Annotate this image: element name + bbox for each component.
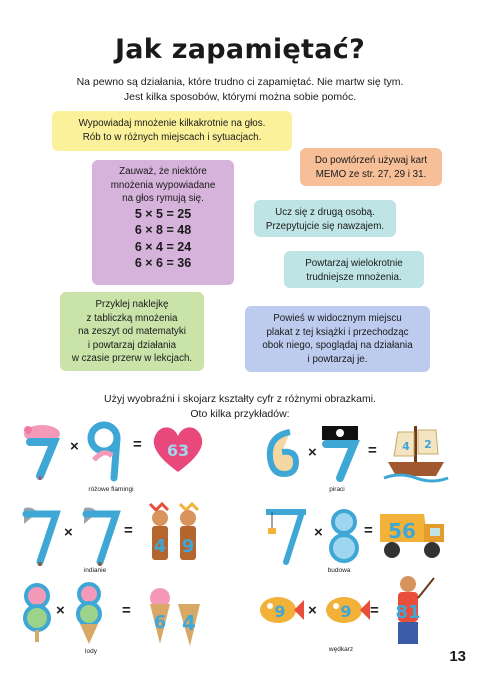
tip-line: w czasie przerw w lekcjach. bbox=[71, 353, 193, 364]
tip-line: na zeszyt od matematyki bbox=[78, 326, 186, 337]
tip-line: i powtarzaj działania bbox=[87, 339, 177, 351]
tip-line: plakat z tej książki i przechodząc bbox=[266, 326, 409, 338]
flamingo-seven-illustration bbox=[18, 420, 68, 480]
tip-repeat-hard bbox=[284, 251, 424, 288]
imagination-text bbox=[60, 392, 420, 422]
svg-text:6: 6 bbox=[153, 612, 167, 633]
tip-line: Ucz się z drugą osobą. bbox=[275, 207, 375, 218]
equals-sign: = bbox=[122, 602, 131, 619]
equals-sign: = bbox=[370, 602, 379, 619]
intro-line-1: Na pewno są działania, które trudno ci zapamiętać. Nie martw się tym. bbox=[76, 76, 404, 88]
times-sign: × bbox=[64, 524, 73, 541]
example-caption: różowe flamingi bbox=[88, 486, 134, 493]
times-sign: × bbox=[308, 602, 317, 619]
tip-line: i powtarzaj je. bbox=[307, 353, 368, 365]
tip-line: obok niego, spoglądaj na działania bbox=[262, 340, 413, 351]
svg-text:63: 63 bbox=[166, 441, 190, 460]
axe-seven-illustration bbox=[78, 504, 122, 566]
svg-text:2: 2 bbox=[424, 438, 432, 451]
equals-sign: = bbox=[133, 436, 142, 453]
tip-line: Rób to w różnych miejscach i sytuacjach. bbox=[82, 131, 262, 143]
equals-sign: = bbox=[124, 522, 133, 539]
fish-nine-illustration bbox=[256, 590, 304, 630]
flamingo-nine-illustration bbox=[84, 420, 124, 480]
tip-line: Powieś w widocznym miejscu bbox=[273, 313, 402, 324]
tip-line: Zauważ, że niektóre bbox=[119, 166, 207, 177]
ice-cream-64-illustration bbox=[144, 584, 204, 648]
fish-nine-illustration bbox=[322, 590, 370, 630]
svg-text:4: 4 bbox=[402, 440, 410, 453]
tip-poster bbox=[245, 306, 430, 372]
tip-line: Wypowiadaj mnożenie kilkakrotnie na głos. bbox=[78, 118, 266, 129]
tip-sticker bbox=[60, 292, 204, 371]
tip-line: Przyklej naklejkę bbox=[95, 299, 169, 310]
imagination-line-2: Oto kilka przykładów: bbox=[190, 408, 290, 420]
tip-line: z tabliczką mnożenia bbox=[86, 312, 178, 324]
indians-49-illustration bbox=[142, 500, 208, 568]
example-caption: wędkarz bbox=[328, 646, 354, 653]
times-sign: × bbox=[56, 602, 65, 619]
page-title: Jak zapamiętać? bbox=[114, 34, 366, 65]
example-caption: indianie bbox=[83, 567, 107, 574]
example-caption: budowa bbox=[327, 567, 351, 574]
tip-line: Do powtórzeń używaj kart bbox=[314, 155, 428, 166]
tip-say-aloud bbox=[52, 111, 292, 151]
svg-text:9: 9 bbox=[340, 602, 352, 621]
tip-line: Powtarzaj wielokrotnie bbox=[305, 258, 403, 269]
angler-81-illustration bbox=[386, 574, 436, 650]
tip-rhymes bbox=[92, 160, 234, 285]
times-sign: × bbox=[70, 438, 79, 455]
rhyme-equation: 6 × 8 = 48 bbox=[134, 223, 192, 237]
times-sign: × bbox=[314, 524, 323, 541]
tip-line: na głos rymują się. bbox=[122, 193, 204, 204]
svg-text:81: 81 bbox=[395, 602, 421, 623]
svg-text:56: 56 bbox=[388, 519, 416, 543]
pirate-flag-seven-illustration bbox=[320, 424, 360, 480]
svg-text:4: 4 bbox=[182, 611, 196, 635]
svg-text:4: 4 bbox=[153, 536, 167, 557]
tip-line: trudniejsze mnożenia. bbox=[306, 271, 402, 283]
svg-text:9: 9 bbox=[181, 536, 195, 557]
popsicle-eight-illustration bbox=[22, 582, 52, 642]
heart-63-illustration bbox=[150, 424, 206, 474]
example-caption: lody bbox=[85, 648, 97, 655]
dump-truck-56-illustration bbox=[378, 508, 448, 562]
tip-line: mnożenia wypowiadane bbox=[110, 179, 216, 191]
pirate-ship-42-illustration bbox=[384, 420, 448, 482]
shell-six-illustration bbox=[262, 426, 302, 478]
equals-sign: = bbox=[368, 442, 377, 459]
svg-text:9: 9 bbox=[274, 602, 286, 621]
axe-seven-illustration bbox=[18, 504, 62, 566]
pipes-eight-illustration bbox=[328, 508, 360, 564]
tip-line: MEMO ze str. 27, 29 i 31. bbox=[315, 168, 427, 180]
imagination-line-1: Użyj wyobraźni i skojarz kształty cyfr z różnymi obrazkami. bbox=[104, 393, 376, 405]
cone-eight-illustration bbox=[72, 582, 106, 644]
tip-memo-cards bbox=[300, 148, 442, 186]
page-number: 13 bbox=[449, 648, 466, 665]
rhyme-equation: 6 × 6 = 36 bbox=[134, 256, 192, 270]
intro-line-2: Jest kilka sposobów, którymi można sobie pomóc. bbox=[123, 91, 357, 103]
tip-line: Przepytujcie się nawzajem. bbox=[265, 220, 385, 232]
example-caption: piraci bbox=[329, 486, 345, 493]
tip-learn-together bbox=[254, 200, 396, 237]
equals-sign: = bbox=[364, 522, 373, 539]
rhyme-equation: 6 × 4 = 24 bbox=[134, 239, 192, 254]
intro-text bbox=[40, 75, 440, 105]
times-sign: × bbox=[308, 444, 317, 461]
rhyme-equation: 5 × 5 = 25 bbox=[134, 206, 192, 221]
crane-seven-illustration bbox=[262, 504, 312, 566]
